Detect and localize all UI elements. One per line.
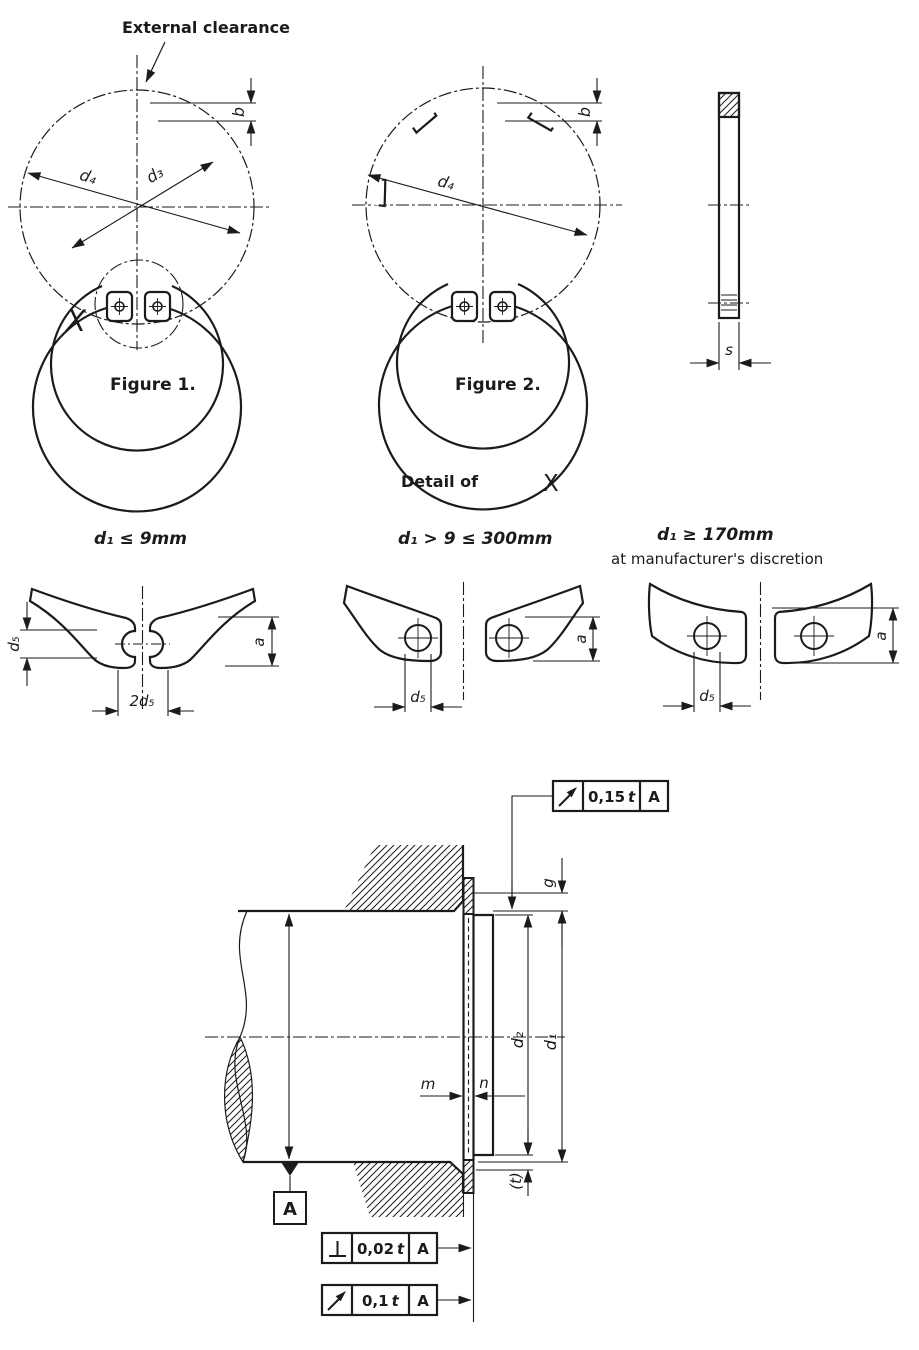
ring-end-left [344,586,441,661]
figure2-ring-with-lap-joints [352,66,622,509]
dim-n-label: n [479,1074,489,1092]
callout-leader [146,42,165,82]
ring-section-bottom [464,1160,474,1193]
dim-d2-label: d₂ [508,1031,527,1049]
figure1-caption: Figure 1. [110,375,196,395]
housing-hatch-bottom [353,1162,463,1217]
perpendicularity-icon [329,1241,346,1256]
dim-m-label: m [420,1075,436,1093]
dim-b-label: b [229,106,248,118]
housing-hatch-top [344,845,463,911]
dim-t-label: (t) [507,1172,525,1190]
figure2-caption: Figure 2. [455,375,541,395]
ring-end-right [486,586,583,661]
lap-notch [369,178,388,206]
lap-notch [528,105,558,133]
lug-section-hatched [719,93,739,117]
ring-end-right [150,589,255,668]
tolerance-value: 0,02 t [357,1240,405,1258]
ring-side-view [690,93,771,370]
dim-d1-label: d₁ [541,1033,560,1051]
dim-g-label: g [539,878,557,888]
variant2-condition: d₁ > 9 ≤ 300mm [398,529,553,549]
external-clearance-label: External clearance [122,18,290,37]
tolerance-datum: A [417,1240,429,1258]
dim-d5-label: d₅ [410,688,426,706]
circular-runout-icon [559,787,577,806]
circular-runout-icon [328,1291,346,1310]
d4-dimension-line [28,173,240,233]
dim-a-label: a [250,637,268,647]
dim-a-label: a [572,634,590,644]
detail-x-mark: X [66,304,86,338]
detail-title-ref: X [543,471,559,497]
variant3-condition: d₁ ≥ 170mm [657,525,774,545]
dim-d3-label: d₃ [142,162,167,187]
dim-d4-label: d₄ [435,171,457,194]
lug-hole-crosshairs [111,298,166,315]
variant3-note: at manufacturer's discretion [611,550,824,568]
d5-extension-lines [20,630,97,658]
dim-d5-label: d₅ [5,636,23,652]
datum-label: A [283,1199,297,1220]
datum-triangle-icon [281,1162,299,1176]
variant1-condition: d₁ ≤ 9mm [94,529,187,549]
dim-2d5-label: 2d₅ [129,692,155,710]
dim-s-label: s [725,341,733,359]
dim-d5-label: d₅ [699,687,715,705]
centerlines [8,55,272,350]
centerlines [708,205,750,303]
detail-variant2-holed-lugs [344,582,600,712]
tolerance-datum: A [417,1292,429,1310]
ring-end-left [649,584,746,663]
dim-b-label: b [575,106,594,118]
break-lens-hatched [225,1037,253,1162]
ring-section-top [464,878,474,914]
g-extension-lines [474,893,569,911]
detail-title: Detail of [401,472,479,491]
dim-a-label: a [872,631,890,641]
tolerance-datum: A [648,788,660,806]
retained-part-face [474,915,494,1155]
a-extension-lines [218,617,279,666]
ring-end-right [775,584,872,663]
detail-variant3-constant-section [649,582,899,712]
dim-d4-label: d₄ [77,165,99,189]
tolerance-value: 0,1 t [362,1292,399,1310]
lap-notch [408,105,438,133]
tolerance-value: 0,15 t [588,788,636,806]
ring-end-left [30,589,135,668]
